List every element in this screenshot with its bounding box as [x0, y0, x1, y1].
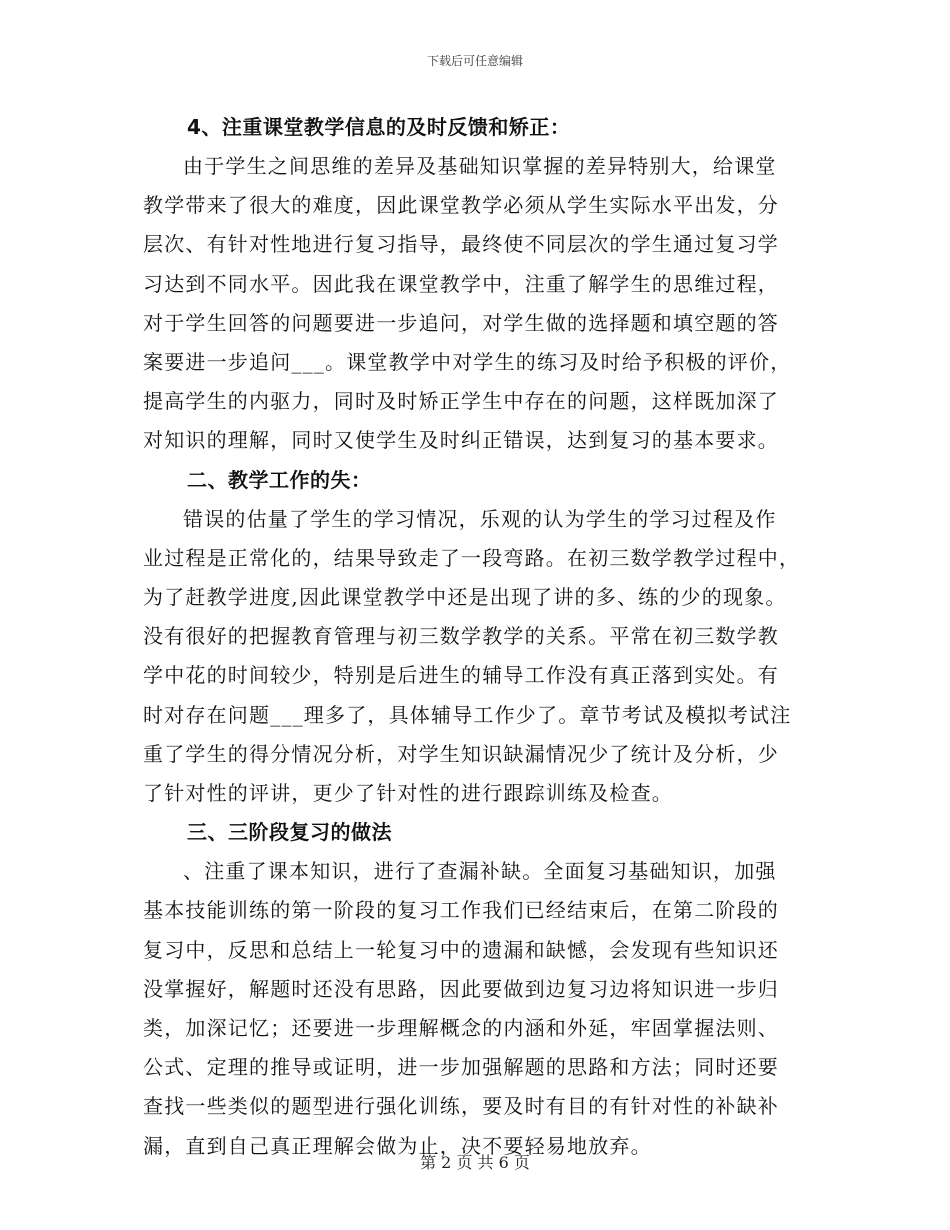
section-heading: 三、三阶段复习的做法 [187, 820, 392, 845]
section-paragraph [143, 500, 808, 814]
section-heading: 二、教学工作的失： [187, 467, 372, 492]
text-line: 由于学生之间思维的差异及基础知识掌握的差异特别大，给课堂 [183, 154, 777, 178]
text-line: 为了赶教学进度,因此课堂教学中还是出现了讲的多、练的少的现象。 [143, 585, 787, 610]
text-line: 提高学生的内驱力，同时及时矫正学生中存在的问题，这样既加深了 [143, 389, 779, 414]
text-line: 对知识的理解，同时又使学生及时纠正错误，达到复习的基本要求。 [143, 428, 779, 453]
text-line: 层次、有针对性地进行复习指导，最终使不同层次的学生通过复习学 [143, 232, 779, 257]
text-line: 重了学生的得分情况分析，对学生知识缺漏情况少了统计及分析，少 [143, 741, 779, 766]
text-line: 漏，直到自己真正理解会做为止，决不要轻易地放弃。 [143, 1133, 652, 1158]
section-paragraph [143, 147, 808, 461]
text-line: 习达到不同水平。因此我在课堂教学中，注重了解学生的思维过程， [143, 271, 779, 296]
document-body [143, 108, 808, 1166]
text-line: 、注重了课本知识，进行了查漏补缺。全面复习基础知识，加强 [183, 859, 777, 884]
page-number: 第 2 页 共 6 页 [420, 1153, 530, 1172]
text-line: 教学带来了很大的难度，因此课堂教学必须从学生实际水平出发，分 [143, 193, 779, 218]
text-line: 没有很好的把握教育管理与初三数学教学的关系。平常在初三数学教 [143, 624, 779, 649]
page-header-note: 下载后可任意编辑 [426, 54, 523, 68]
text-line: 查找一些类似的题型进行强化训练，要及时有目的有针对性的补缺补 [143, 1094, 779, 1119]
text-line: 时对存在问题___理多了，具体辅导工作少了。章节考试及模拟考试注 [143, 702, 792, 727]
text-line: 类，加深记忆；还要进一步理解概念的内涵和外延，牢固掌握法则、 [143, 1016, 779, 1041]
text-line: 对于学生回答的问题要进一步追问，对学生做的选择题和填空题的答 [143, 310, 779, 335]
text-line: 公式、定理的推导或证明，进一步加强解题的思路和方法；同时还要 [143, 1055, 779, 1080]
text-line: 案要进一步追问___。课堂教学中对学生的练习及时给予积极的评价， [143, 350, 792, 375]
text-line: 错误的估量了学生的学习情况，乐观的认为学生的学习过程及作 [183, 506, 777, 531]
text-line: 没掌握好，解题时还没有思路，因此要做到边复习边将知识进一步归 [143, 976, 779, 1001]
text-line: 复习中，反思和总结上一轮复习中的遗漏和缺憾，会发现有些知识还 [143, 937, 779, 962]
text-line: 了针对性的评讲，更少了针对性的进行跟踪训练及检查。 [143, 781, 673, 806]
text-line: 学中花的时间较少，特别是后进生的辅导工作没有真正落到实处。有 [143, 663, 779, 688]
text-line: 基本技能训练的第一阶段的复习工作我们已经结束后，在第二阶段的 [143, 898, 779, 923]
section-heading: 4、注重课堂教学信息的及时反馈和矫正： [187, 115, 571, 139]
section-paragraph [143, 852, 808, 1166]
text-line: 业过程是正常化的，结果导致走了一段弯路。在初三数学教学过程中， [143, 545, 801, 570]
